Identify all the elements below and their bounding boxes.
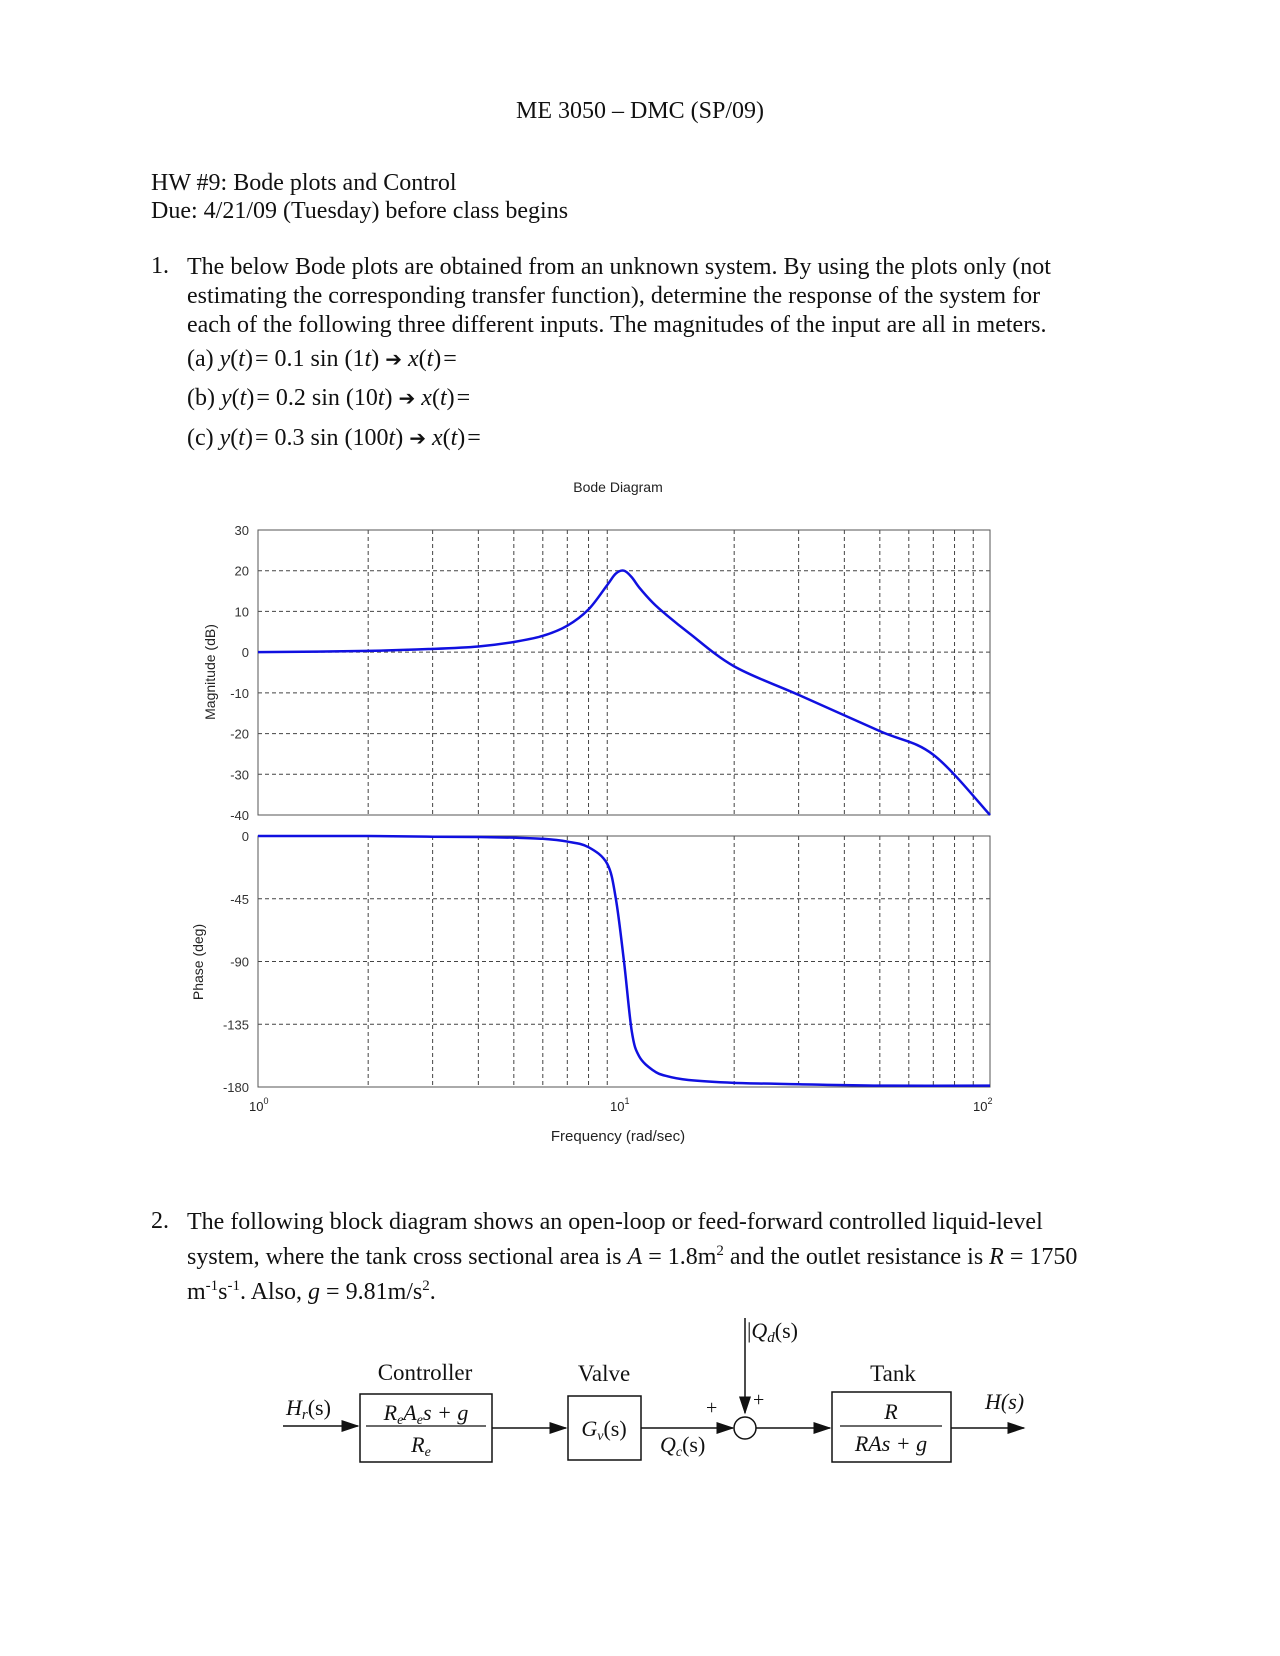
qc-label: Qc(s) [660,1432,706,1460]
controller-label: Controller [377,1360,473,1385]
q1-input-c: (c) y(t) = 0.3 sin (100t) ➔ x(t) = [187,425,481,451]
tank-numerator: R [884,1399,898,1424]
q2-text-line: $m^{-1}s^{-1}$. Also, $g = 9.81m/s^2$. [187,1278,436,1305]
tank-label: Tank [870,1361,916,1386]
phase-ylabel: Phase (deg) [190,923,206,1001]
magnitude-ytick-labels [230,523,249,823]
disturbance-label: |Qd(s) [747,1318,799,1346]
ytick-label: -10 [230,685,249,701]
plus-sign-left: + [706,1397,718,1419]
q1-text-line: estimating the corresponding transfer function), determine the response of the system for [187,283,1041,309]
input-label: Hr(s) [286,1395,331,1423]
page-header: ME 3050 – DMC (SP/09) [515,98,765,124]
block-diagram [0,1300,1280,1480]
plus-sign-top: + [753,1389,765,1411]
right-arrow-icon: ➔ [398,386,416,410]
q2-number: 2. [151,1208,169,1234]
ytick-label: 10 [234,604,249,620]
xlabel: Frequency (rad/sec) [550,1128,686,1145]
bode-diagram [0,470,1280,1150]
ytick-label: -20 [230,726,249,742]
ytick-label: -40 [230,808,249,823]
summing-junction [734,1417,756,1439]
ytick-label: -90 [230,954,249,970]
q1-number: 1. [151,253,169,279]
q2-text-line: The following block diagram shows an open-loop or feed-forward controlled liquid-level [187,1209,1043,1235]
hw-title: HW #9: Bode plots and Control [151,170,457,196]
ytick-label: 20 [234,563,249,579]
ytick-label: -135 [222,1017,249,1033]
valve-label: Valve [577,1361,631,1386]
xtick-label-10: $10^1$ [610,1096,630,1114]
chart-title: Bode Diagram [573,479,663,495]
ytick-label: 30 [234,523,249,538]
xtick-label-100: $10^2$ [973,1096,993,1114]
q1-input-b: (b) y(t) = 0.2 sin (10t) ➔ x(t) = [187,385,471,411]
magnitude-ylabel: Magnitude (dB) [202,624,218,720]
hw-due: Due: 4/21/09 (Tuesday) before class begins [151,198,569,224]
right-arrow-icon: ➔ [409,426,426,450]
phase-ytick-labels [223,829,249,1095]
q1-input-a: (a) y(t) = 0.1 sin (1t) ➔ x(t) = [187,346,457,372]
controller-denominator: Re [411,1432,431,1460]
q2-text [187,1208,1167,1307]
xtick-label-1: $10^0$ [249,1096,269,1114]
ytick-label: -180 [222,1080,249,1095]
q1-text [187,253,1127,340]
valve-transfer-function: Gv(s) [581,1416,627,1444]
ytick-label: -45 [230,891,249,907]
ytick-label: -30 [230,767,249,783]
ytick-label: 0 [241,645,249,661]
ytick-label: 0 [241,829,249,844]
controller-numerator: ReAes + g [383,1400,469,1428]
q1-text-line: each of the following three different inputs. The magnitudes of the input are all in meters. [187,312,1047,338]
q2-text-line: system, where the tank cross sectional area is $A = 1.8m^2$ and the outlet resistance is R = 1750 [187,1243,1078,1270]
tank-denominator: RAs + g [854,1431,928,1456]
q1-text-line: The below Bode plots are obtained from an unknown system. By using the plots only (not [187,254,1051,280]
magnitude-grid [258,530,990,815]
output-label: H(s) [985,1389,1025,1414]
right-arrow-icon: ➔ [385,347,402,371]
